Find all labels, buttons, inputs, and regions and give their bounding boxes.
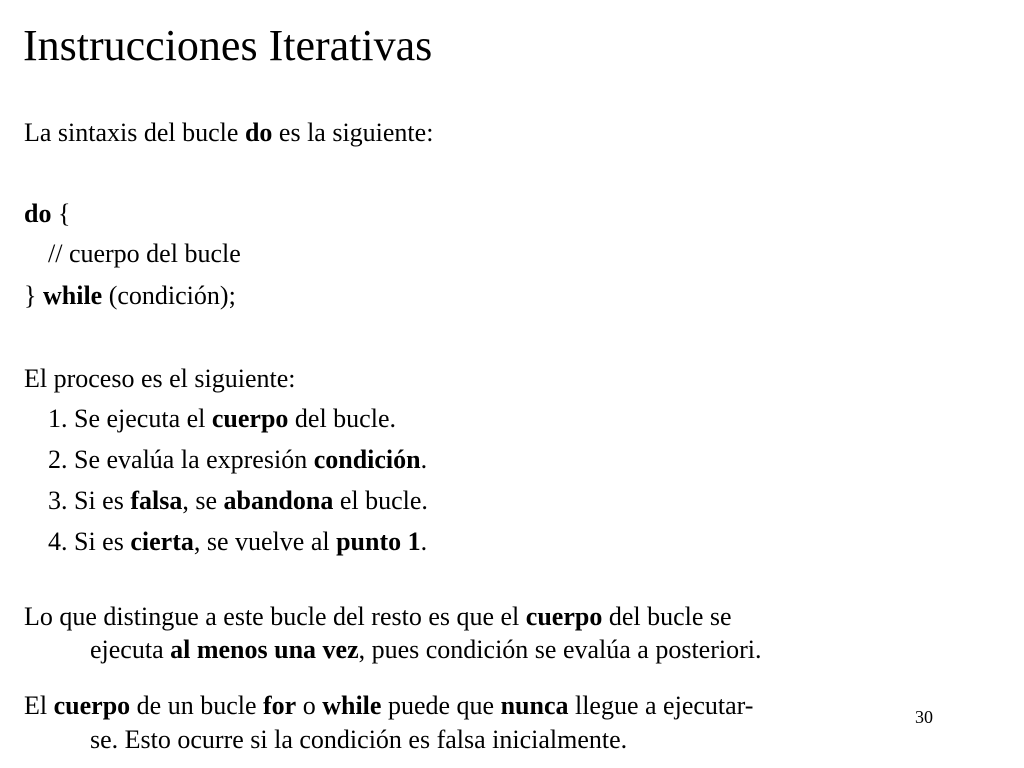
para-1-cont-end: , pues condición se evalúa a posteriori. — [358, 635, 762, 664]
process-step-3 — [48, 485, 428, 517]
step-4-text: 4. Si es — [48, 527, 131, 556]
para-2-line-1 — [24, 690, 753, 722]
step-4-bold: cierta — [130, 527, 194, 556]
code-condition: (condición); — [102, 281, 236, 310]
para-2-bold-cuerpo: cuerpo — [53, 691, 131, 720]
para-1-text: Lo que distingue a este bucle del resto es que el — [24, 602, 526, 631]
code-open-brace: { — [51, 199, 71, 228]
code-keyword-while: while — [42, 281, 103, 310]
step-3-mid: , se — [182, 486, 224, 515]
intro-suffix: es la siguiente: — [272, 118, 434, 147]
process-step-1 — [48, 403, 396, 435]
slide-title: Instrucciones Iterativas — [23, 21, 433, 70]
para-2-bold-nunca: nunca — [500, 691, 569, 720]
para-1-line-1 — [24, 601, 732, 633]
code-close-brace: } — [24, 281, 43, 310]
para-1-cont-bold: al menos una vez — [170, 635, 359, 664]
step-2-text: 2. Se evalúa la expresión — [48, 445, 314, 474]
step-3-text: 3. Si es — [48, 486, 131, 515]
para-2-text-3: o — [296, 691, 323, 720]
para-1-cont-text: ejecuta — [90, 635, 171, 664]
code-line-body: // cuerpo del bucle — [48, 239, 241, 268]
step-1-text: 1. Se ejecuta el — [48, 404, 212, 433]
code-line-do — [24, 198, 70, 230]
intro-line — [24, 117, 433, 149]
code-line-while — [24, 280, 236, 312]
process-step-2 — [48, 444, 427, 476]
para-1-bold: cuerpo — [525, 602, 603, 631]
process-step-4 — [48, 526, 427, 558]
step-3-bold-2: abandona — [223, 486, 334, 515]
para-2-text-5: llegue a ejecutar- — [568, 691, 754, 720]
step-1-end: del bucle. — [288, 404, 396, 433]
para-2-bold-for: for — [263, 691, 297, 720]
step-4-bold-2: punto 1 — [336, 527, 421, 556]
step-3-end: el bucle. — [333, 486, 428, 515]
para-2-text-2: de un bucle — [130, 691, 263, 720]
para-2-text: El — [24, 691, 54, 720]
step-3-bold: falsa — [130, 486, 183, 515]
para-2-bold-while: while — [322, 691, 382, 720]
step-2-end: . — [420, 445, 428, 474]
code-keyword-do: do — [24, 199, 52, 228]
para-2-line-2: se. Esto ocurre si la condición es falsa inicialmente. — [90, 725, 628, 754]
process-heading: El proceso es el siguiente: — [24, 364, 296, 393]
step-4-end: . — [420, 527, 428, 556]
page-number: 30 — [915, 707, 933, 727]
para-2-text-4: puede que — [381, 691, 501, 720]
intro-prefix: La sintaxis del bucle — [24, 118, 245, 147]
step-2-bold: condición — [313, 445, 421, 474]
intro-keyword-do: do — [244, 118, 273, 147]
para-1-end: del bucle se — [602, 602, 732, 631]
step-1-bold: cuerpo — [211, 404, 289, 433]
para-1-line-2 — [90, 634, 761, 666]
step-4-mid: , se vuelve al — [193, 527, 337, 556]
